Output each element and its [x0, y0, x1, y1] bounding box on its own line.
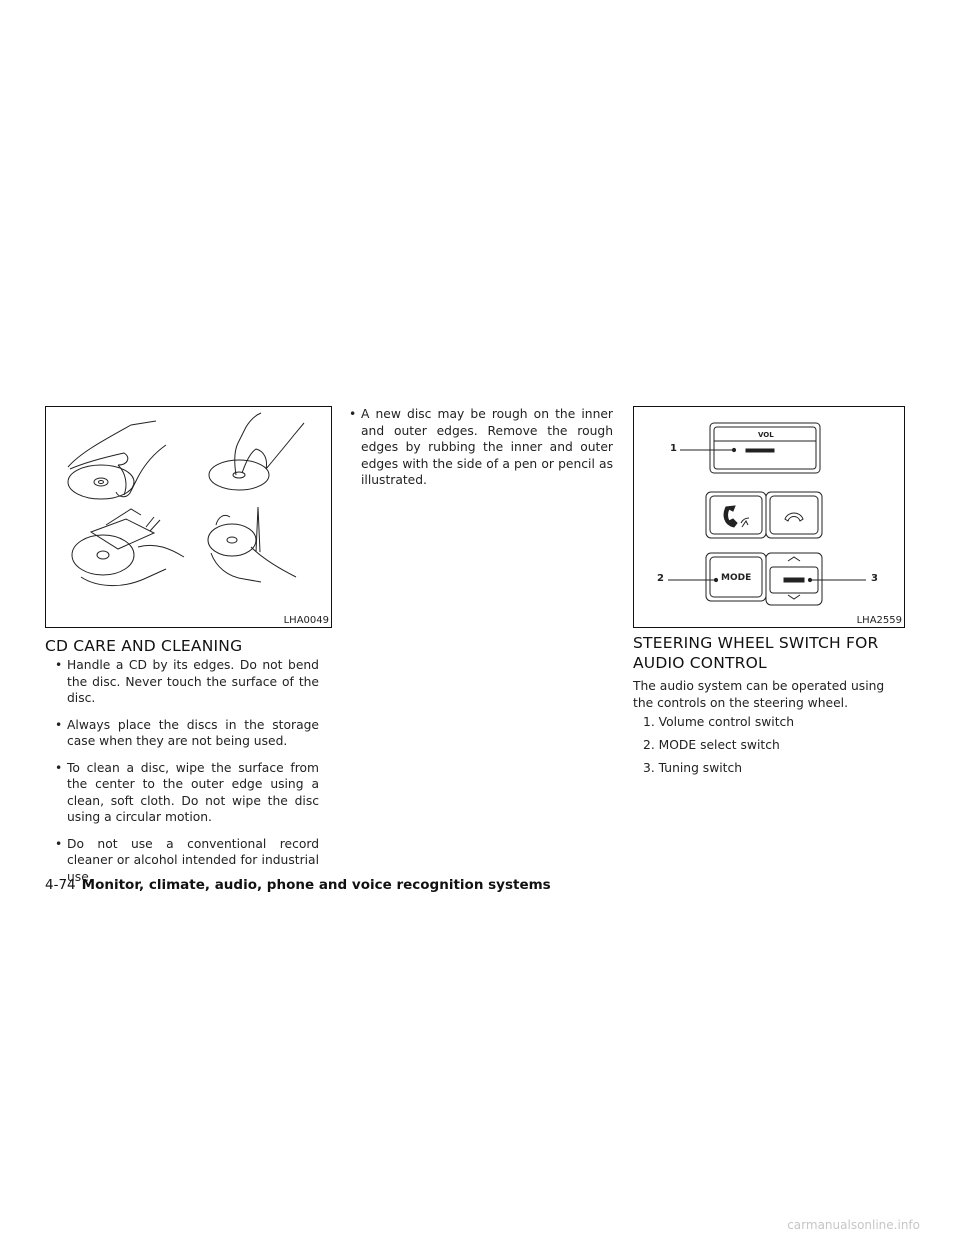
- cd-section-heading: CD CARE AND CLEANING: [45, 637, 243, 655]
- list-item: • A new disc may be rough on the inner and outer edges. Remove the rough edges by rubbing the inner and outer edges with the side of a pen or pencil as illustrated.: [349, 407, 613, 487]
- cd-care-figure: [45, 406, 332, 628]
- mode-label: MODE: [721, 573, 752, 583]
- phone-hangup-icon: [785, 513, 803, 521]
- page-footer: [45, 877, 551, 893]
- steering-switch-figure: [633, 406, 905, 628]
- page-number: 4-74: [45, 877, 76, 893]
- list-item: 1. Volume control switch: [643, 715, 795, 729]
- steering-intro: The audio system can be operated using the controls on the steering wheel.: [633, 679, 885, 710]
- chapter-title: Monitor, climate, audio, phone and voice recognition systems: [81, 877, 551, 893]
- cd-disc-shape: [208, 524, 256, 556]
- figure-code: LHA0049: [283, 615, 329, 626]
- vol-label: VOL: [758, 431, 774, 439]
- steering-section-heading: STEERING WHEEL SWITCH FOR AUDIO CONTROL: [633, 634, 879, 672]
- cd-disc-shape: [209, 460, 269, 490]
- cd-handling-illustration: [46, 407, 331, 627]
- callout-1: 1: [670, 443, 677, 454]
- steering-switch-illustration: [634, 407, 904, 627]
- cd-disc-shape: [72, 535, 134, 575]
- watermark: carmanualsonline.info: [787, 1218, 920, 1232]
- list-item: • To clean a disc, wipe the surface from the center to the outer edge using a clean, soft cloth. Do not wipe the disc using a circular motion.: [55, 760, 319, 824]
- callout-3: 3: [871, 573, 878, 584]
- list-item: • Do not use a conventional record cleaner or alcohol intended for industrial use.: [55, 836, 319, 884]
- cd-care-bullet-list-col2: [339, 406, 613, 499]
- list-item: 3. Tuning switch: [643, 761, 743, 775]
- list-item: • Always place the discs in the storage case when they are not being used.: [55, 717, 319, 748]
- phone-call-icon: [724, 506, 737, 527]
- list-item: • Handle a CD by its edges. Do not bend the disc. Never touch the surface of the disc.: [55, 658, 319, 705]
- callout-2: 2: [657, 573, 664, 584]
- list-item: 2. MODE select switch: [643, 738, 780, 752]
- figure-code: LHA2559: [856, 615, 902, 626]
- cd-care-bullet-list: [45, 657, 319, 895]
- steering-switch-list: [643, 714, 903, 783]
